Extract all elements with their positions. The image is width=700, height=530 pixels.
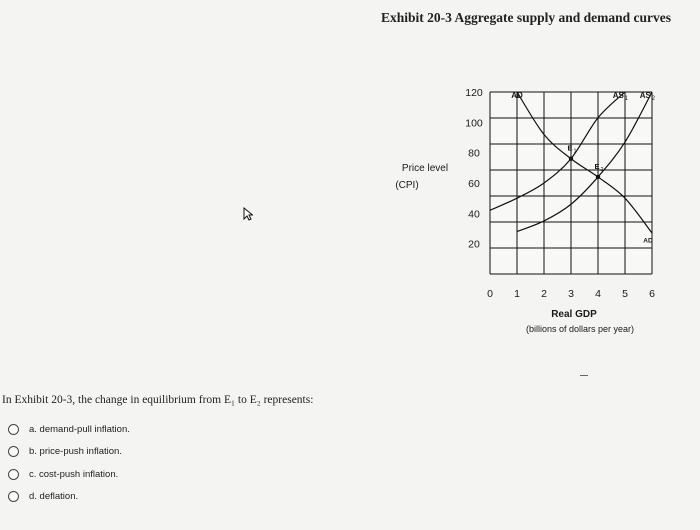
option-a[interactable] [8, 418, 130, 441]
y-axis-label-unit: (CPI) [395, 180, 419, 191]
equilibrium-label: E [594, 161, 600, 171]
x-tick-label: 3 [568, 288, 574, 300]
question-text: In Exhibit 20-3, the change in equilibrium from E₁ to E₂ represents: [2, 394, 314, 406]
equilibrium-point [569, 157, 573, 161]
option-d-label: d. deflation. [29, 491, 79, 503]
x-tick-label: 1 [514, 288, 520, 300]
ad-curve-label-top: AD [511, 91, 523, 100]
y-tick-label: 20 [468, 238, 480, 251]
equilibrium-label-subscript: 2 [600, 166, 604, 173]
y-tick-label: 120 [465, 87, 483, 99]
option-d[interactable] [8, 486, 130, 509]
equilibrium-label-subscript: 1 [573, 148, 577, 155]
x-tick-label: 4 [595, 288, 601, 300]
radio-option-c[interactable] [8, 469, 19, 480]
stray-dash [580, 375, 588, 376]
radio-option-d[interactable] [8, 491, 19, 502]
y-tick-label: 40 [468, 208, 480, 221]
equilibrium-label: E [567, 143, 573, 153]
exhibit-title: Exhibit 20-3 Aggregate supply and demand curves [381, 10, 672, 25]
option-b[interactable] [8, 441, 130, 464]
equilibrium-point [596, 175, 600, 179]
y-axis-label: Price level [401, 163, 449, 174]
y-tick-label: 80 [468, 147, 480, 160]
as1-curve-label-subscript: 1 [624, 96, 628, 103]
as2-curve-label: AS [639, 91, 651, 101]
x-tick-label: 2 [541, 288, 547, 300]
x-tick-label: 0 [487, 288, 493, 300]
radio-option-a[interactable] [8, 424, 19, 435]
x-axis-label: Real GDP [551, 309, 597, 320]
mouse-cursor-icon [243, 207, 253, 221]
option-a-label: a. demand-pull inflation. [29, 423, 130, 435]
as1-curve-label: AS [612, 91, 624, 101]
answer-options [8, 418, 130, 508]
radio-option-b[interactable] [8, 446, 19, 457]
y-tick-label: 100 [465, 117, 483, 130]
x-tick-label: 5 [622, 288, 628, 300]
y-tick-label: 60 [468, 178, 480, 190]
option-c-label: c. cost-push inflation. [29, 468, 119, 480]
ad-curve-label-bottom: AD [643, 237, 653, 245]
x-axis-label-unit: (billions of dollars per year) [525, 324, 635, 334]
as2-curve-label-subscript: 2 [651, 96, 655, 103]
option-c[interactable] [8, 463, 130, 486]
option-b-label: b. price-push inflation. [29, 446, 122, 458]
x-tick-label: 6 [649, 288, 655, 300]
